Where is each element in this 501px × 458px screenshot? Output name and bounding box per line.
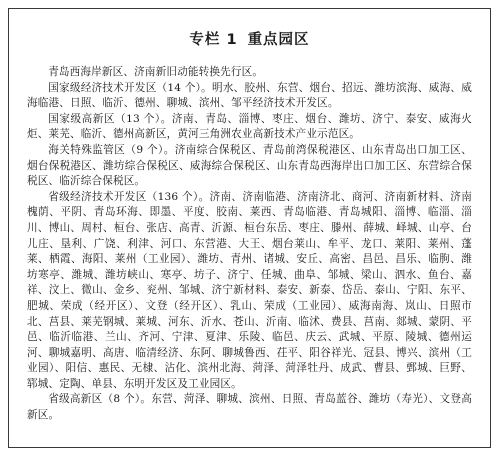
box-title-prefix: 专栏 1 bbox=[189, 32, 238, 48]
paragraph-provincial-etdz: 省级经济技术开发区（136 个）。济南、济南临港、济南济北、商河、济南新材料、济南槐荫、平阴、青岛环海、即墨、平度、胶南、莱西、青岛临港、青岛城阳、淄博、临淄、淄川、博山、周村、桓台、张店、高青、沂源、桓台东岳、枣庄、滕州、薛城、峄城、山亭、台儿庄、垦利、广饶、利津、河口、东营港、大王、烟台莱山、牟平、龙口、莱阳、莱州、蓬莱、栖霞、海阳、莱州（工业园）、潍坊、青州、诸城、安丘、高密、昌邑、昌乐、临朐、潍坊寒亭、潍城、潍坊峡山、寒亭、坊子、济宁、任城、曲阜、邹城、梁山、泗水、鱼台、嘉祥、汶上、微山、金乡、兖州、邹城、济宁新材料、泰安、新泰、岱岳、泰山、宁阳、东平、肥城、荣成（经开区）、文登（经开区）、乳山、荣成（工业园）、威海南海、岚山、日照市北、莒县、莱芜钢城、莱城、河东、沂水、苍山、沂南、临沭、费县、莒南、郯城、蒙阴、平邑、临沂临港、兰山、齐河、宁津、夏津、乐陵、临邑、庆云、武城、平原、陵城、德州运河、聊城嘉明、高唐、临清经济、东阿、聊城鲁西、茌平、阳谷祥光、冠县、博兴、滨州（工业园）、阳信、惠民、无棣、沾化、滨州北海、菏泽、菏泽牡丹、成武、曹县、鄄城、巨野、郓城、定陶、单县、东明开发区及工业园区。 bbox=[27, 190, 472, 390]
box-title bbox=[27, 31, 472, 49]
box-title-text: 重点园区 bbox=[247, 32, 310, 48]
paragraph-national-hitech: 国家级高新区（13 个）。济南、青岛、淄博、枣庄、烟台、潍坊、济宁、泰安、威海火炬、莱芜、临沂、德州高新区，黄河三角洲农业高新技术产业示范区。 bbox=[27, 112, 472, 141]
paragraph-pilot-zones: 青岛西海岸新区、济南新旧动能转换先行区。 bbox=[48, 66, 264, 78]
feature-box bbox=[8, 8, 491, 448]
paragraph-provincial-hitech: 省级高新区（8 个）。东营、菏泽、聊城、滨州、日照、青岛蓝谷、潍坊（寿光）、文登高新区。 bbox=[27, 393, 472, 422]
paragraph-customs-zones: 海关特殊监管区（9 个）。济南综合保税区、青岛前湾保税港区、山东青岛出口加工区、烟台保税港区、潍坊综合保税区、威海综合保税区、山东青岛西海岸出口加工区、东营综合保税区、临沂综合保税区。 bbox=[27, 143, 472, 188]
paragraph-national-etdz: 国家级经济技术开发区（14 个）。明水、胶州、东营、烟台、招远、潍坊滨海、威海、威海临港、日照、临沂、德州、聊城、滨州、邹平经济技术开发区。 bbox=[27, 81, 472, 110]
